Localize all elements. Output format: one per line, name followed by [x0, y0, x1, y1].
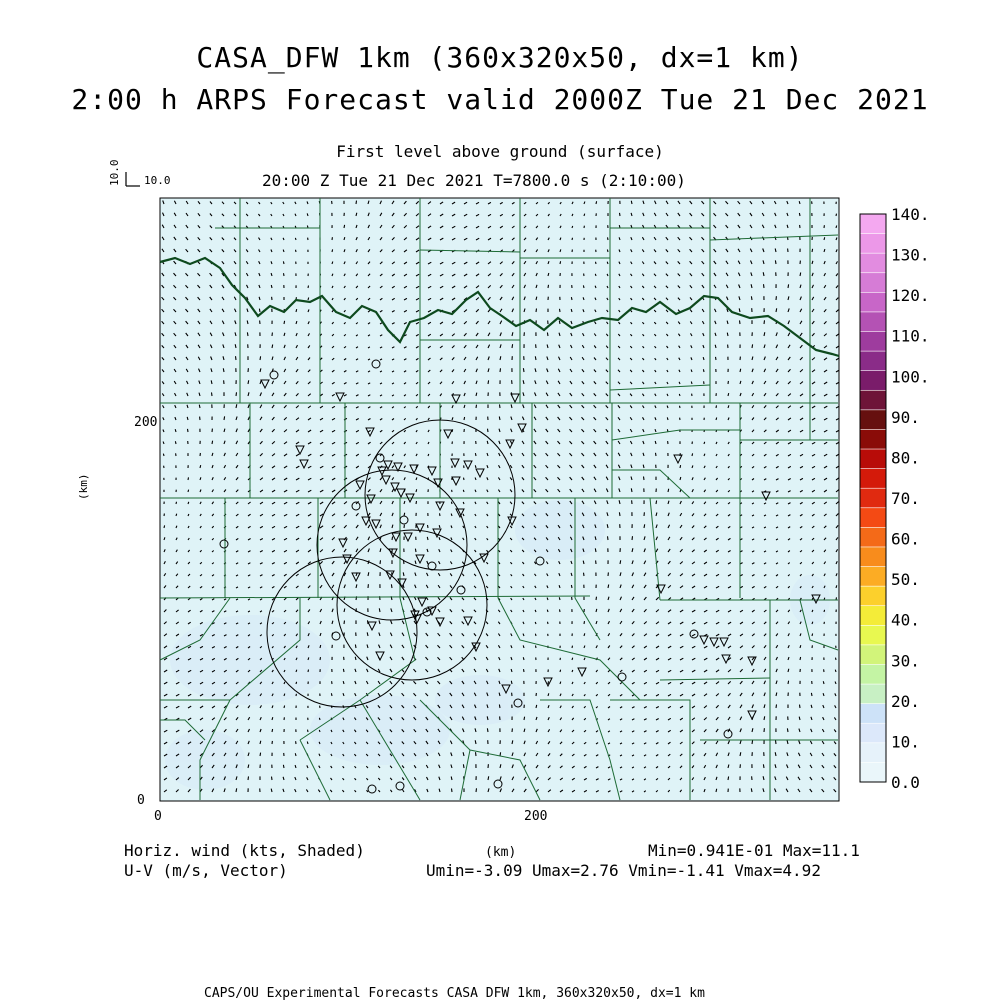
x-axis-unit: (km)	[485, 845, 517, 860]
colorbar-label: 110.	[891, 326, 930, 346]
colorbar-label: 10.	[891, 732, 920, 752]
colorbar-label: 60.	[891, 529, 920, 549]
subtitle-line-2: 20:00 Z Tue 21 Dec 2021 T=7800.0 s (2:10:00)	[262, 171, 686, 190]
ref-vector-vertical-label: 10.0	[108, 159, 121, 186]
y-axis-unit: (km)	[77, 473, 90, 500]
uv-stats: Umin=-3.09 Umax=2.76 Vmin=-1.41 Vmax=4.92	[426, 861, 821, 880]
colorbar-label: 70.	[891, 489, 920, 508]
legend-vector-label: U-V (m/s, Vector)	[124, 861, 288, 880]
colorbar-label: 30.	[891, 651, 920, 671]
colorbar-label: 130.	[891, 245, 930, 265]
y-tick-200: 200	[134, 415, 158, 430]
title-line-2: 2:00 h ARPS Forecast valid 2000Z Tue 21 Dec 2021	[71, 83, 929, 116]
colorbar-label: 0.0	[891, 773, 920, 792]
y-tick-0: 0	[137, 793, 145, 808]
credit-line: CAPS/OU Experimental Forecasts CASA DFW 1km, 360x320x50, dx=1 km	[204, 986, 705, 1001]
colorbar-label: 100.	[891, 367, 930, 387]
ref-vector-horizontal-label: 10.0	[144, 174, 171, 187]
colorbar-label: 90.	[891, 407, 920, 427]
x-tick-200: 200	[524, 809, 548, 824]
colorbar-label: 140.	[891, 205, 930, 224]
colorbar-label: 50.	[891, 570, 920, 590]
colorbar-label: 20.	[891, 691, 920, 711]
colorbar-label: 120.	[891, 286, 930, 306]
x-tick-0: 0	[154, 809, 162, 824]
min-max-stats: Min=0.941E-01 Max=11.1	[648, 841, 860, 860]
subtitle-line-1: First level above ground (surface)	[336, 142, 664, 161]
legend-shaded-label: Horiz. wind (kts, Shaded)	[124, 841, 365, 860]
title-line-1: CASA_DFW 1km (360x320x50, dx=1 km)	[196, 41, 804, 74]
colorbar-label: 80.	[891, 448, 920, 468]
colorbar-label: 40.	[891, 610, 920, 630]
